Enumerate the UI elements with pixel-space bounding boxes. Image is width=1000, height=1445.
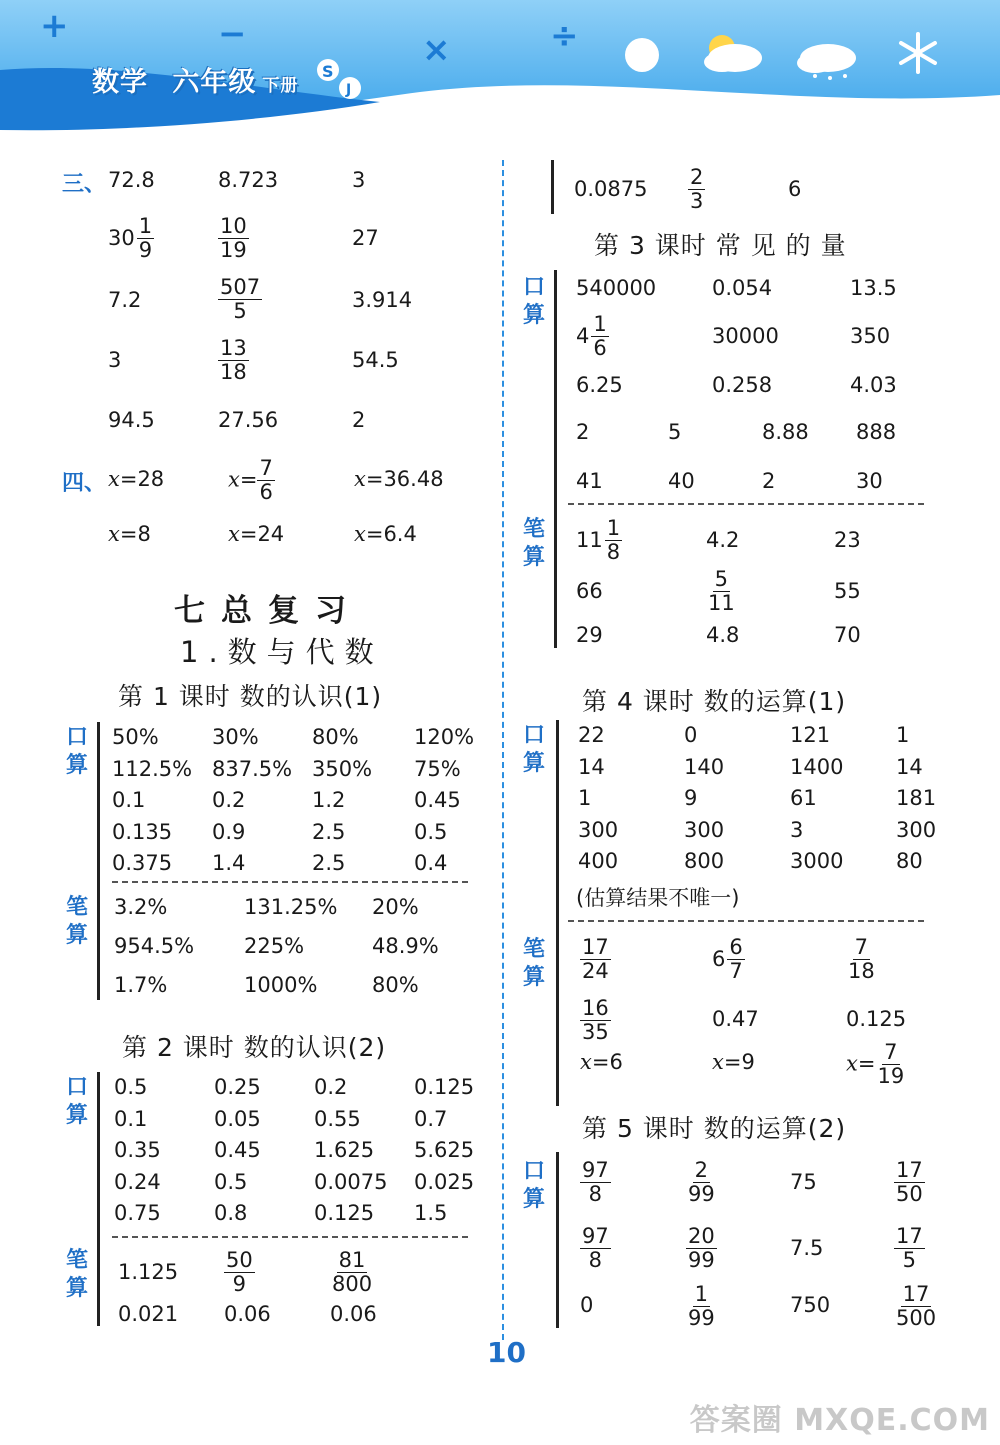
oral-calc-label: 口 算: [522, 275, 545, 328]
answer-cell: 1.625: [314, 1138, 375, 1162]
oral-calc-label: 口 算: [522, 1159, 545, 1212]
answer-cell: 2.5: [312, 819, 346, 844]
book-title: [92, 60, 298, 99]
column-divider: [502, 160, 504, 1340]
answer: 0.258: [712, 373, 773, 397]
mixed-fraction: 11 1 8: [576, 516, 621, 564]
answer-cell: 0.45: [414, 788, 461, 812]
fraction: 10 19: [220, 214, 247, 262]
answer-cell: 300: [578, 817, 619, 842]
fraction: 5 11: [708, 567, 735, 615]
oral-calc-label: 口 算: [65, 1075, 88, 1128]
fraction: 17 500: [896, 1282, 937, 1330]
section-bar: [554, 270, 557, 648]
answer: 7.5: [790, 1236, 824, 1260]
answer: 27: [352, 226, 379, 250]
dashed-separator: [568, 503, 924, 505]
answer: 94.5: [108, 408, 155, 432]
divide-symbol-icon: ÷: [550, 16, 579, 56]
answer-cell: 0.8: [214, 1201, 248, 1225]
answer-cell: 30%: [212, 725, 259, 749]
answer-cell: 0.5: [214, 1169, 248, 1194]
equation-answer: x=8: [108, 522, 151, 546]
answer: 0: [580, 1293, 594, 1317]
equation-answer: x=28: [108, 467, 165, 491]
answer-cell: 3000: [790, 849, 844, 873]
answer: 4.03: [850, 373, 897, 397]
equation-answer: x=24: [228, 522, 285, 546]
answer-cell: 0.135: [112, 819, 173, 844]
equation-answer: x= $\frac{7}{19}$: [846, 1040, 905, 1088]
answer: 54.5: [352, 348, 399, 372]
header-banner: [0, 0, 1000, 140]
answer-cell: 5.625: [414, 1138, 475, 1162]
answer-cell: 0.375: [112, 851, 173, 875]
answer-cell: 22: [578, 723, 605, 747]
times-symbol-icon: ×: [422, 30, 451, 70]
answer-cell: 1: [896, 723, 910, 747]
answer-cell: 0.55: [314, 1106, 361, 1131]
answer-cell: 0.45: [214, 1138, 261, 1162]
answer-cell: 300: [896, 817, 937, 842]
answer-cell: 0.5: [114, 1075, 148, 1099]
answer-cell: 1.7%: [114, 973, 168, 997]
section-bar: [551, 160, 554, 214]
answer: 72.8: [108, 168, 155, 192]
answer-cell: 0.2: [212, 788, 246, 812]
fraction: 1 99: [688, 1282, 715, 1330]
answer-cell: 112.5%: [112, 756, 193, 781]
answer: 3: [352, 168, 366, 192]
answer: 2: [352, 408, 366, 432]
answer-cell: 0.125: [414, 1075, 475, 1099]
answer-cell: 954.5%: [114, 934, 195, 958]
answer-cell: 121: [790, 723, 831, 747]
fraction: 97 8: [582, 1224, 609, 1272]
answer-cell: 225%: [244, 934, 305, 958]
answer-cell: 0.9: [212, 819, 246, 844]
answer-cell: 181: [896, 786, 937, 810]
answer-cell: 0.35: [114, 1138, 161, 1162]
answer: 41: [576, 469, 603, 493]
answer-cell: 120%: [414, 725, 475, 749]
section-bar: [556, 720, 559, 1106]
answer-cell: 0.05: [214, 1106, 261, 1131]
answer: 7.2: [108, 288, 142, 312]
watermark: 答案圈 MXQE.COM: [689, 1403, 990, 1438]
answer-cell: 0.1: [114, 1106, 148, 1131]
answer: 6: [788, 177, 802, 201]
answer-cell: 0: [684, 723, 698, 747]
answer-cell: 0.75: [114, 1201, 161, 1225]
answer-cell: 1.5: [414, 1201, 448, 1225]
answer-cell: 837.5%: [212, 756, 293, 781]
dashed-separator: [112, 881, 468, 883]
answer-cell: 9: [684, 786, 698, 810]
mixed-fraction: 30 1 9: [108, 214, 153, 262]
written-calc-label: 笔 算: [65, 1248, 88, 1301]
section-bar: [97, 1072, 100, 1326]
answer-cell: 3.2%: [114, 895, 168, 919]
answer: 1.125: [118, 1260, 179, 1284]
grade: 六年级: [172, 67, 257, 98]
answer: 30: [856, 469, 883, 493]
unit-title: 1.数与代数: [180, 635, 384, 669]
chapter-title: 七总复习: [174, 593, 362, 629]
oral-calc-label: 口 算: [522, 723, 545, 776]
answer: 0.06: [224, 1302, 271, 1326]
oral-calc-label: 口 算: [65, 725, 88, 778]
answer-cell: 350%: [312, 756, 373, 781]
mixed-fraction: 6 6 7: [712, 935, 743, 983]
estimate-note: (估算结果不唯一): [576, 886, 740, 910]
answer: 0.021: [118, 1302, 179, 1326]
dashed-separator: [568, 920, 924, 922]
answer-cell: 300: [684, 817, 725, 842]
answer-cell: 800: [684, 849, 725, 873]
answer: 66: [576, 579, 603, 603]
answer: 2: [576, 420, 590, 444]
written-calc-label: 笔 算: [65, 895, 88, 948]
answer: 540000: [576, 276, 657, 300]
fraction: 17 5: [896, 1224, 923, 1272]
answer: 0.06: [330, 1302, 377, 1326]
fraction: 7 18: [848, 935, 875, 983]
section-bar: [556, 1152, 559, 1328]
answer: 0.0875: [574, 177, 648, 201]
answer-cell: 14: [896, 754, 923, 779]
answer-cell: 0.5: [414, 819, 448, 844]
section-4-label: 四、: [62, 471, 107, 496]
svg-text:S: S: [322, 62, 334, 81]
answer: 3: [108, 348, 122, 372]
answer-cell: 14: [578, 754, 605, 779]
answer: 13.5: [850, 276, 897, 300]
equation-answer: x= $\frac{7}{6}$: [228, 456, 273, 504]
lesson-4-title: 第 4 课时 数的运算(1): [582, 687, 847, 716]
answer-cell: 1400: [790, 754, 844, 779]
answer: 750: [790, 1293, 831, 1317]
subject: 数学: [92, 67, 148, 98]
fraction: 2 3: [690, 165, 704, 213]
fraction: 50 9: [226, 1248, 253, 1296]
mixed-fraction: 4 1 6: [576, 312, 607, 360]
written-calc-label: 笔 算: [522, 937, 545, 990]
answer: 0.47: [712, 1007, 759, 1031]
fraction: 17 50: [896, 1158, 923, 1206]
equation-answer: x=6.4: [354, 522, 417, 546]
equation-answer: x=36.48: [354, 467, 444, 491]
equation-answer: x=6: [580, 1050, 623, 1074]
answer: 0.054: [712, 276, 773, 300]
plus-symbol-icon: +: [40, 6, 69, 46]
fraction: 81 800: [332, 1248, 373, 1296]
answer-cell: 75%: [414, 756, 461, 781]
answer-cell: 80: [896, 849, 923, 873]
answer: 4.8: [706, 623, 740, 647]
answer-cell: 0.24: [114, 1169, 161, 1194]
answer-cell: 0.25: [214, 1075, 261, 1099]
written-calc-label: 笔 算: [522, 517, 545, 570]
answer: 55: [834, 579, 861, 603]
answer-cell: 3: [790, 817, 804, 842]
answer: 3.914: [352, 288, 413, 312]
answer-cell: 50%: [112, 725, 159, 749]
lesson-5-title: 第 5 课时 数的运算(2): [582, 1114, 847, 1143]
answer: 8.88: [762, 420, 809, 444]
page-number: 10: [487, 1336, 526, 1369]
fraction: 507 5: [220, 275, 261, 323]
answer-cell: 0.025: [414, 1169, 475, 1194]
answer: 75: [790, 1170, 817, 1194]
answer: 350: [850, 324, 891, 348]
answer: 2: [762, 469, 776, 493]
answer: 6.25: [576, 373, 623, 397]
answer-cell: 61: [790, 786, 817, 810]
answer: 5: [668, 420, 682, 444]
fraction: 13 18: [220, 336, 247, 384]
answer-cell: 0.1: [112, 788, 146, 812]
answer-cell: 140: [684, 754, 725, 779]
answer: 8.723: [218, 168, 279, 192]
answer: 40: [668, 469, 695, 493]
svg-text:J: J: [346, 82, 352, 98]
fraction: 16 35: [582, 996, 609, 1044]
dashed-separator: [112, 1236, 468, 1238]
answer-cell: 400: [578, 849, 619, 873]
answer-cell: 0.7: [414, 1106, 448, 1131]
minus-symbol-icon: −: [218, 14, 247, 54]
section-3-label: 三、: [62, 172, 107, 197]
lesson-2-title: 第 2 课时 数的认识(2): [122, 1033, 387, 1062]
answer-cell: 20%: [372, 895, 419, 919]
answer-cell: 48.9%: [372, 934, 439, 958]
answer-cell: 1: [578, 786, 592, 810]
equation-answer: x=9: [712, 1050, 755, 1074]
answer: 30000: [712, 324, 779, 348]
answer-cell: 80%: [372, 973, 419, 997]
answer-cell: 80%: [312, 725, 359, 749]
lesson-3-title: 第 3 课时 常 见 的 量: [594, 231, 847, 260]
answer: 27.56: [218, 408, 279, 432]
answer: 888: [856, 420, 897, 444]
fraction: 97 8: [582, 1158, 609, 1206]
answer-cell: 0.125: [314, 1201, 375, 1225]
answer: 0.125: [846, 1007, 907, 1031]
fraction: 17 24: [582, 935, 609, 983]
fraction: 2 99: [688, 1158, 715, 1206]
sun-icon: [625, 38, 659, 72]
answer-cell: 1.2: [312, 788, 346, 812]
answer: 70: [834, 623, 861, 647]
answer: 4.2: [706, 528, 740, 552]
answer-cell: 1000%: [244, 973, 318, 997]
answer-cell: 1.4: [212, 851, 246, 875]
answer: 29: [576, 623, 603, 647]
answer-cell: 0.0075: [314, 1169, 388, 1194]
answer-cell: 0.4: [414, 851, 448, 875]
fraction: 20 99: [688, 1224, 715, 1272]
answer-cell: 131.25%: [244, 895, 338, 919]
lesson-1-title: 第 1 课时 数的认识(1): [118, 682, 383, 711]
answer-cell: 2.5: [312, 851, 346, 875]
answer-cell: 0.2: [314, 1075, 348, 1099]
answer: 23: [834, 528, 861, 552]
section-bar: [97, 722, 100, 1000]
volume: 下册: [262, 76, 299, 96]
